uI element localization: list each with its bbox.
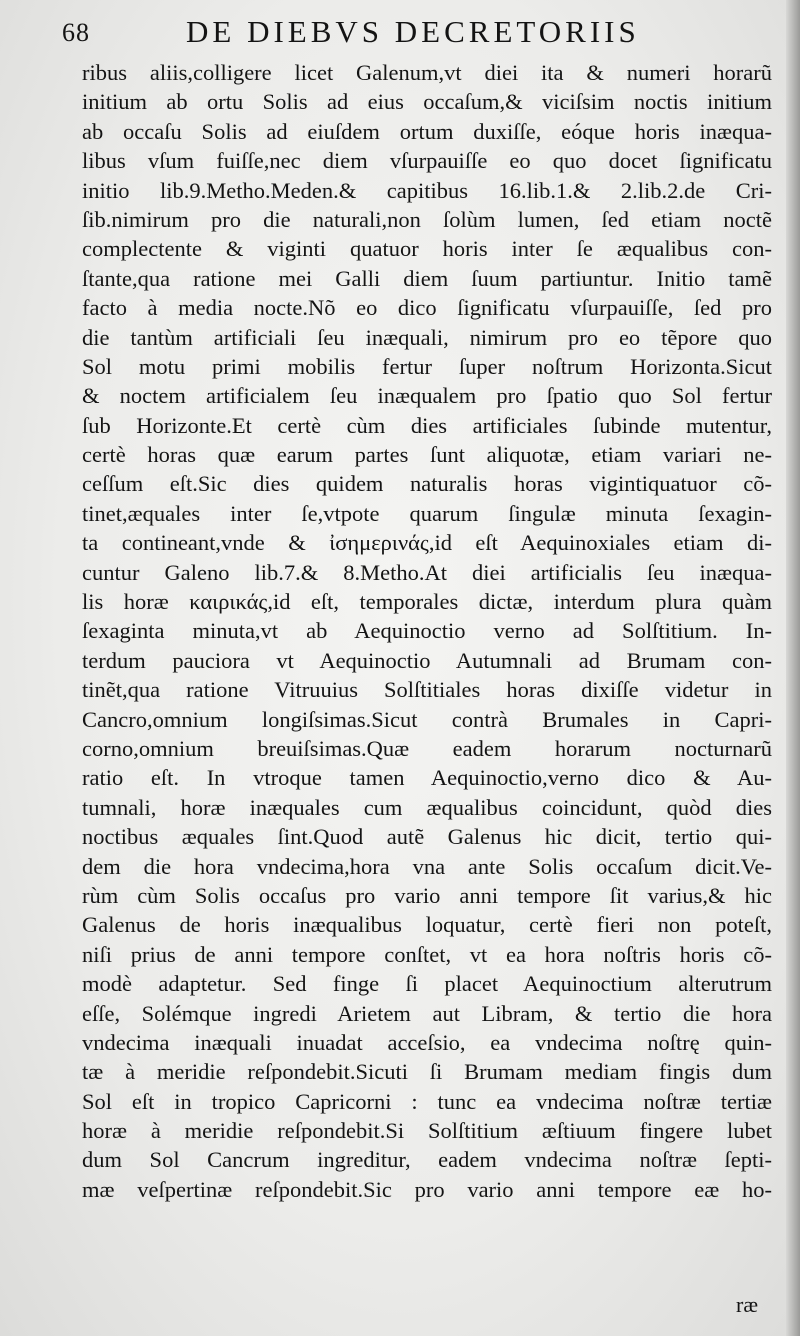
text-line: tæ à meridie reſpondebit.Sicuti ſi Brumam mediam fingis dum [82,1059,772,1085]
text-line: Sol motu primi mobilis fertur ſuper noſtrum Horizonta.Sicut [82,353,772,379]
page-number: 68 [62,18,90,47]
running-head [62,14,762,54]
text-line: terdum pauciora vt Aequinoctio Autumnali ad Brumam con- [82,647,772,673]
text-line: ab occaſu Solis ad eiuſdem ortum duxiſſe, eóque horis inæqua- [82,118,772,144]
text-line: dem die hora vndecima,hora vna ante Solis occaſum dicit.Ve- [82,853,772,879]
text-line: initium ab ortu Solis ad eius occaſum,& viciſsim noctis initium [82,89,772,115]
text-line: ſib.nimirum pro die naturali,non ſolùm lumen, ſed etiam noctẽ [82,206,772,232]
text-line: libus vſum fuiſſe,nec diem vſurpauiſſe eo quo docet ſignificatu [82,148,772,174]
text-line: Sol eſt in tropico Capricorni : tunc ea vndecima noſtræ tertiæ [82,1088,772,1114]
text-line: tinẽt,qua ratione Vitruuius Solſtitiales horas dixiſſe videtur in [82,677,772,703]
page-edge-shadow [786,0,800,1336]
text-line: rùm cùm Solis occaſus pro vario anni tempore ſit varius,& hic [82,882,772,908]
text-line: horæ à meridie reſpondebit.Si Solſtitium æſtiuum fingere lubet [82,1118,772,1144]
text-line: ſub Horizonte.Et certè cùm dies artificiales ſubinde mutentur, [82,412,772,438]
text-line: niſi prius de anni tempore conſtet, vt ea hora noſtris horis cõ- [82,941,772,967]
text-line: die tantùm artificiali ſeu inæquali, nimirum pro eo tẽpore quo [82,324,772,350]
text-line: eſſe, Solémque ingredi Arietem aut Libram, & tertio die hora [82,1000,772,1026]
text-line: corno,omnium breuiſsimas.Quæ eadem horarum nocturnarũ [82,735,772,761]
text-line: modè adaptetur. Sed finge ſi placet Aequinoctium alterutrum [82,971,772,997]
text-line: mæ veſpertinæ reſpondebit.Sic pro vario anni tempore eæ ho- [82,1176,772,1202]
text-line: ribus aliis,colligere licet Galenum,vt diei ita & numeri horarũ [82,60,772,85]
text-line: lis horæ καιρικάς,id eſt, temporales dictæ, interdum plura quàm [82,589,772,615]
text-line: noctibus æquales ſint.Quod autẽ Galenus hic dicit, tertio qui- [82,824,772,850]
text-line: initio lib.9.Metho.Meden.& capitibus 16.lib.1.& 2.lib.2.de Cri- [82,177,772,203]
text-line: ſtante,qua ratione mei Galli diem ſuum partiuntur. Initio tamẽ [82,265,772,291]
catchword: ræ [736,1292,758,1317]
text-line: tumnali, horæ inæquales cum æqualibus coincidunt, quòd dies [82,794,772,820]
text-line: vndecima inæquali inuadat acceſsio, ea vndecima noſtrę quin- [82,1029,772,1055]
text-line: Cancro,omnium longiſsimas.Sicut contrà Brumales in Capri- [82,706,772,732]
text-line: Galenus de horis inæqualibus loquatur, certè fieri non poteſt, [82,912,772,938]
running-title: DE DIEBVS DECRETORIIS [186,14,640,49]
text-line: ratio eſt. In vtroque tamen Aequinoctio,verno dico & Au- [82,765,772,791]
text-line: ta contineant,vnde & ἰσημερινάς,id eſt Aequinoxiales etiam di- [82,530,772,556]
body-text [82,58,772,1204]
text-line: & noctem artificialem ſeu inæqualem pro ſpatio quo Sol fertur [82,383,772,409]
text-line: ceſſum eſt.Sic dies quidem naturalis horas vigintiquatuor cõ- [82,471,772,497]
text-line: tinet,æquales inter ſe,vtpote quarum ſingulæ minuta ſexagin- [82,500,772,526]
text-line: certè horas quæ earum partes ſunt aliquotæ, etiam variari ne- [82,442,772,468]
text-line: dum Sol Cancrum ingreditur, eadem vndecima noſtræ ſepti- [82,1147,772,1173]
text-line: facto à media nocte.Nõ eo dico ſignificatu vſurpauiſſe, ſed pro [82,295,772,321]
text-line: ſexaginta minuta,vt ab Aequinoctio verno ad Solſtitium. In- [82,618,772,644]
text-line: complectente & viginti quatuor horis inter ſe æqualibus con- [82,236,772,262]
text-line: cuntur Galeno lib.7.& 8.Metho.At diei artificialis ſeu inæqua- [82,559,772,585]
